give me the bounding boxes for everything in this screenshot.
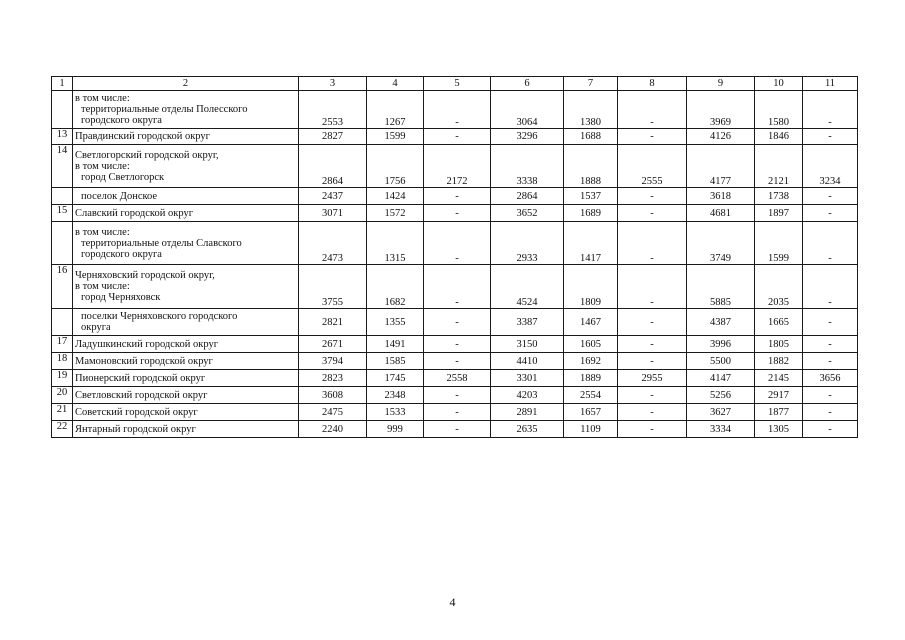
cell-col-9: 4126 [687, 129, 755, 145]
cell-col-9: 4177 [687, 145, 755, 188]
table-row [52, 91, 858, 129]
row-number: 16 [52, 265, 73, 309]
cell-col-11: - [803, 265, 858, 309]
column-header: 5 [424, 77, 491, 91]
cell-col-10: 1805 [755, 336, 803, 353]
cell-col-11: - [803, 205, 858, 222]
row-name [73, 421, 299, 438]
cell-col-9: 5885 [687, 265, 755, 309]
cell-col-3: 2553 [299, 91, 367, 129]
column-header: 3 [299, 77, 367, 91]
row-number: 14 [52, 145, 73, 188]
cell-col-8: - [618, 404, 687, 421]
cell-col-10: 1846 [755, 129, 803, 145]
cell-col-11: - [803, 188, 858, 205]
cell-col-10: 1882 [755, 353, 803, 370]
cell-col-7: 1467 [564, 309, 618, 336]
cell-col-8: - [618, 309, 687, 336]
cell-col-4: 1533 [367, 404, 424, 421]
data-table [51, 76, 858, 438]
column-header: 6 [491, 77, 564, 91]
cell-col-7: 1692 [564, 353, 618, 370]
table-row [52, 336, 858, 353]
cell-col-6: 3338 [491, 145, 564, 188]
cell-col-3: 2864 [299, 145, 367, 188]
row-name-line: городского округа [81, 248, 162, 260]
cell-col-7: 1688 [564, 129, 618, 145]
row-name [73, 205, 299, 222]
column-header: 7 [564, 77, 618, 91]
cell-col-9: 5256 [687, 387, 755, 404]
row-name-line: город Черняховск [81, 292, 161, 303]
cell-col-7: 1537 [564, 188, 618, 205]
cell-col-10: 1877 [755, 404, 803, 421]
cell-col-6: 2891 [491, 404, 564, 421]
cell-col-9: 4387 [687, 309, 755, 336]
row-name-line: территориальные отделы Полесского [81, 104, 248, 115]
cell-col-8: 2555 [618, 145, 687, 188]
cell-col-11: - [803, 129, 858, 145]
cell-col-9: 3969 [687, 91, 755, 129]
row-name [73, 370, 299, 387]
table-row [52, 309, 858, 336]
cell-col-6: 3301 [491, 370, 564, 387]
cell-col-5: - [424, 91, 491, 129]
cell-col-10: 1305 [755, 421, 803, 438]
cell-col-3: 2823 [299, 370, 367, 387]
cell-col-4: 1267 [367, 91, 424, 129]
cell-col-4: 999 [367, 421, 424, 438]
cell-col-6: 2933 [491, 222, 564, 265]
row-name [73, 265, 299, 309]
column-header: 4 [367, 77, 424, 91]
table-row [52, 370, 858, 387]
table-row [52, 421, 858, 438]
row-name-line: городского округа [81, 115, 162, 126]
cell-col-4: 1585 [367, 353, 424, 370]
table-row [52, 222, 858, 265]
row-name [73, 309, 299, 336]
cell-col-11: 3234 [803, 145, 858, 188]
cell-col-8: - [618, 205, 687, 222]
row-name [73, 188, 299, 205]
cell-col-8: - [618, 353, 687, 370]
row-name-line: город Светлогорск [81, 171, 165, 183]
cell-col-9: 5500 [687, 353, 755, 370]
row-name-line: в том числе: [75, 226, 130, 238]
cell-col-4: 1315 [367, 222, 424, 265]
row-name [73, 129, 299, 145]
cell-col-4: 1745 [367, 370, 424, 387]
cell-col-10: 1897 [755, 205, 803, 222]
cell-col-8: - [618, 336, 687, 353]
cell-col-6: 3652 [491, 205, 564, 222]
cell-col-9: 3334 [687, 421, 755, 438]
cell-col-10: 1580 [755, 91, 803, 129]
table-row [52, 188, 858, 205]
row-number: 21 [52, 404, 73, 421]
cell-col-11: - [803, 404, 858, 421]
table-row [52, 145, 858, 188]
page-number: 4 [449, 595, 456, 609]
cell-col-11: 3656 [803, 370, 858, 387]
row-number [52, 222, 73, 265]
cell-col-4: 1572 [367, 205, 424, 222]
cell-col-10: 1665 [755, 309, 803, 336]
row-number [52, 188, 73, 205]
cell-col-3: 2473 [299, 222, 367, 265]
row-name-line: поселки Черняховского городского [81, 311, 238, 322]
row-name-line: Пионерский городской округ [75, 372, 206, 384]
data-table-container [51, 76, 858, 438]
row-name-line: Ладушкинский городской округ [75, 338, 219, 350]
cell-col-7: 1605 [564, 336, 618, 353]
cell-col-10: 1599 [755, 222, 803, 265]
cell-col-8: - [618, 421, 687, 438]
cell-col-9: 3749 [687, 222, 755, 265]
row-name-line: Мамоновский городской округ [75, 355, 213, 367]
cell-col-7: 2554 [564, 387, 618, 404]
table-row [52, 353, 858, 370]
cell-col-11: - [803, 91, 858, 129]
cell-col-6: 3064 [491, 91, 564, 129]
row-number: 17 [52, 336, 73, 353]
row-name-line: Янтарный городской округ [75, 423, 196, 435]
table-row [52, 205, 858, 222]
cell-col-3: 3755 [299, 265, 367, 309]
row-name-line: Черняховский городской округ, [75, 270, 215, 281]
cell-col-5: - [424, 421, 491, 438]
cell-col-8: - [618, 91, 687, 129]
cell-col-3: 2671 [299, 336, 367, 353]
cell-col-11: - [803, 353, 858, 370]
table-row [52, 404, 858, 421]
cell-col-3: 3794 [299, 353, 367, 370]
cell-col-9: 3627 [687, 404, 755, 421]
cell-col-4: 1355 [367, 309, 424, 336]
row-name-line: в том числе: [75, 93, 130, 104]
cell-col-6: 4524 [491, 265, 564, 309]
row-name-line: Правдинский городской округ [75, 131, 210, 142]
row-name-line: в том числе: [75, 160, 130, 172]
row-name [73, 336, 299, 353]
row-name-line: Светлогорский городской округ, [75, 149, 219, 161]
cell-col-7: 1417 [564, 222, 618, 265]
cell-col-5: - [424, 309, 491, 336]
cell-col-8: - [618, 188, 687, 205]
cell-col-5: - [424, 353, 491, 370]
cell-col-6: 3387 [491, 309, 564, 336]
cell-col-7: 1809 [564, 265, 618, 309]
cell-col-11: - [803, 222, 858, 265]
row-name [73, 387, 299, 404]
cell-col-4: 2348 [367, 387, 424, 404]
header-row [52, 77, 858, 91]
cell-col-6: 4203 [491, 387, 564, 404]
cell-col-9: 3996 [687, 336, 755, 353]
row-name [73, 353, 299, 370]
cell-col-10: 2035 [755, 265, 803, 309]
cell-col-5: 2172 [424, 145, 491, 188]
cell-col-5: - [424, 188, 491, 205]
row-name-line: в том числе: [75, 281, 130, 292]
cell-col-8: - [618, 222, 687, 265]
column-header: 2 [73, 77, 299, 91]
cell-col-3: 3071 [299, 205, 367, 222]
cell-col-3: 2437 [299, 188, 367, 205]
cell-col-9: 4147 [687, 370, 755, 387]
cell-col-4: 1682 [367, 265, 424, 309]
row-name-line: Славский городской округ [75, 207, 194, 219]
row-number: 13 [52, 129, 73, 145]
row-name-line: поселок Донское [81, 190, 158, 202]
column-header: 9 [687, 77, 755, 91]
cell-col-5: - [424, 205, 491, 222]
cell-col-5: 2558 [424, 370, 491, 387]
table-row [52, 129, 858, 145]
row-name [73, 91, 299, 129]
cell-col-8: - [618, 265, 687, 309]
row-number: 18 [52, 353, 73, 370]
table-row [52, 265, 858, 309]
row-number: 20 [52, 387, 73, 404]
cell-col-7: 1380 [564, 91, 618, 129]
row-number: 22 [52, 421, 73, 438]
cell-col-5: - [424, 404, 491, 421]
cell-col-5: - [424, 336, 491, 353]
row-number: 19 [52, 370, 73, 387]
cell-col-7: 1689 [564, 205, 618, 222]
cell-col-4: 1599 [367, 129, 424, 145]
cell-col-6: 4410 [491, 353, 564, 370]
row-name-line: Светловский городской округ [75, 389, 208, 401]
cell-col-3: 3608 [299, 387, 367, 404]
table-row [52, 387, 858, 404]
cell-col-4: 1491 [367, 336, 424, 353]
column-header: 11 [803, 77, 858, 91]
cell-col-6: 2864 [491, 188, 564, 205]
row-name-line: Советский городской округ [75, 406, 198, 418]
cell-col-7: 1657 [564, 404, 618, 421]
row-name-line: округа [81, 322, 111, 333]
cell-col-8: - [618, 387, 687, 404]
cell-col-6: 2635 [491, 421, 564, 438]
row-name [73, 145, 299, 188]
cell-col-7: 1109 [564, 421, 618, 438]
row-number [52, 309, 73, 336]
cell-col-11: - [803, 309, 858, 336]
row-name-line: территориальные отделы Славского [81, 237, 242, 249]
cell-col-6: 3296 [491, 129, 564, 145]
cell-col-7: 1888 [564, 145, 618, 188]
cell-col-5: - [424, 265, 491, 309]
column-header: 8 [618, 77, 687, 91]
cell-col-9: 4681 [687, 205, 755, 222]
cell-col-4: 1756 [367, 145, 424, 188]
column-header: 10 [755, 77, 803, 91]
row-name [73, 222, 299, 265]
cell-col-5: - [424, 222, 491, 265]
cell-col-6: 3150 [491, 336, 564, 353]
row-number: 15 [52, 205, 73, 222]
cell-col-3: 2240 [299, 421, 367, 438]
cell-col-11: - [803, 336, 858, 353]
cell-col-10: 2145 [755, 370, 803, 387]
cell-col-7: 1889 [564, 370, 618, 387]
cell-col-10: 1738 [755, 188, 803, 205]
cell-col-5: - [424, 129, 491, 145]
cell-col-8: - [618, 129, 687, 145]
row-name [73, 404, 299, 421]
cell-col-9: 3618 [687, 188, 755, 205]
cell-col-11: - [803, 387, 858, 404]
cell-col-8: 2955 [618, 370, 687, 387]
cell-col-3: 2475 [299, 404, 367, 421]
cell-col-10: 2917 [755, 387, 803, 404]
cell-col-3: 2827 [299, 129, 367, 145]
row-number [52, 91, 73, 129]
column-header: 1 [52, 77, 73, 91]
cell-col-5: - [424, 387, 491, 404]
cell-col-10: 2121 [755, 145, 803, 188]
cell-col-4: 1424 [367, 188, 424, 205]
cell-col-11: - [803, 421, 858, 438]
cell-col-3: 2821 [299, 309, 367, 336]
